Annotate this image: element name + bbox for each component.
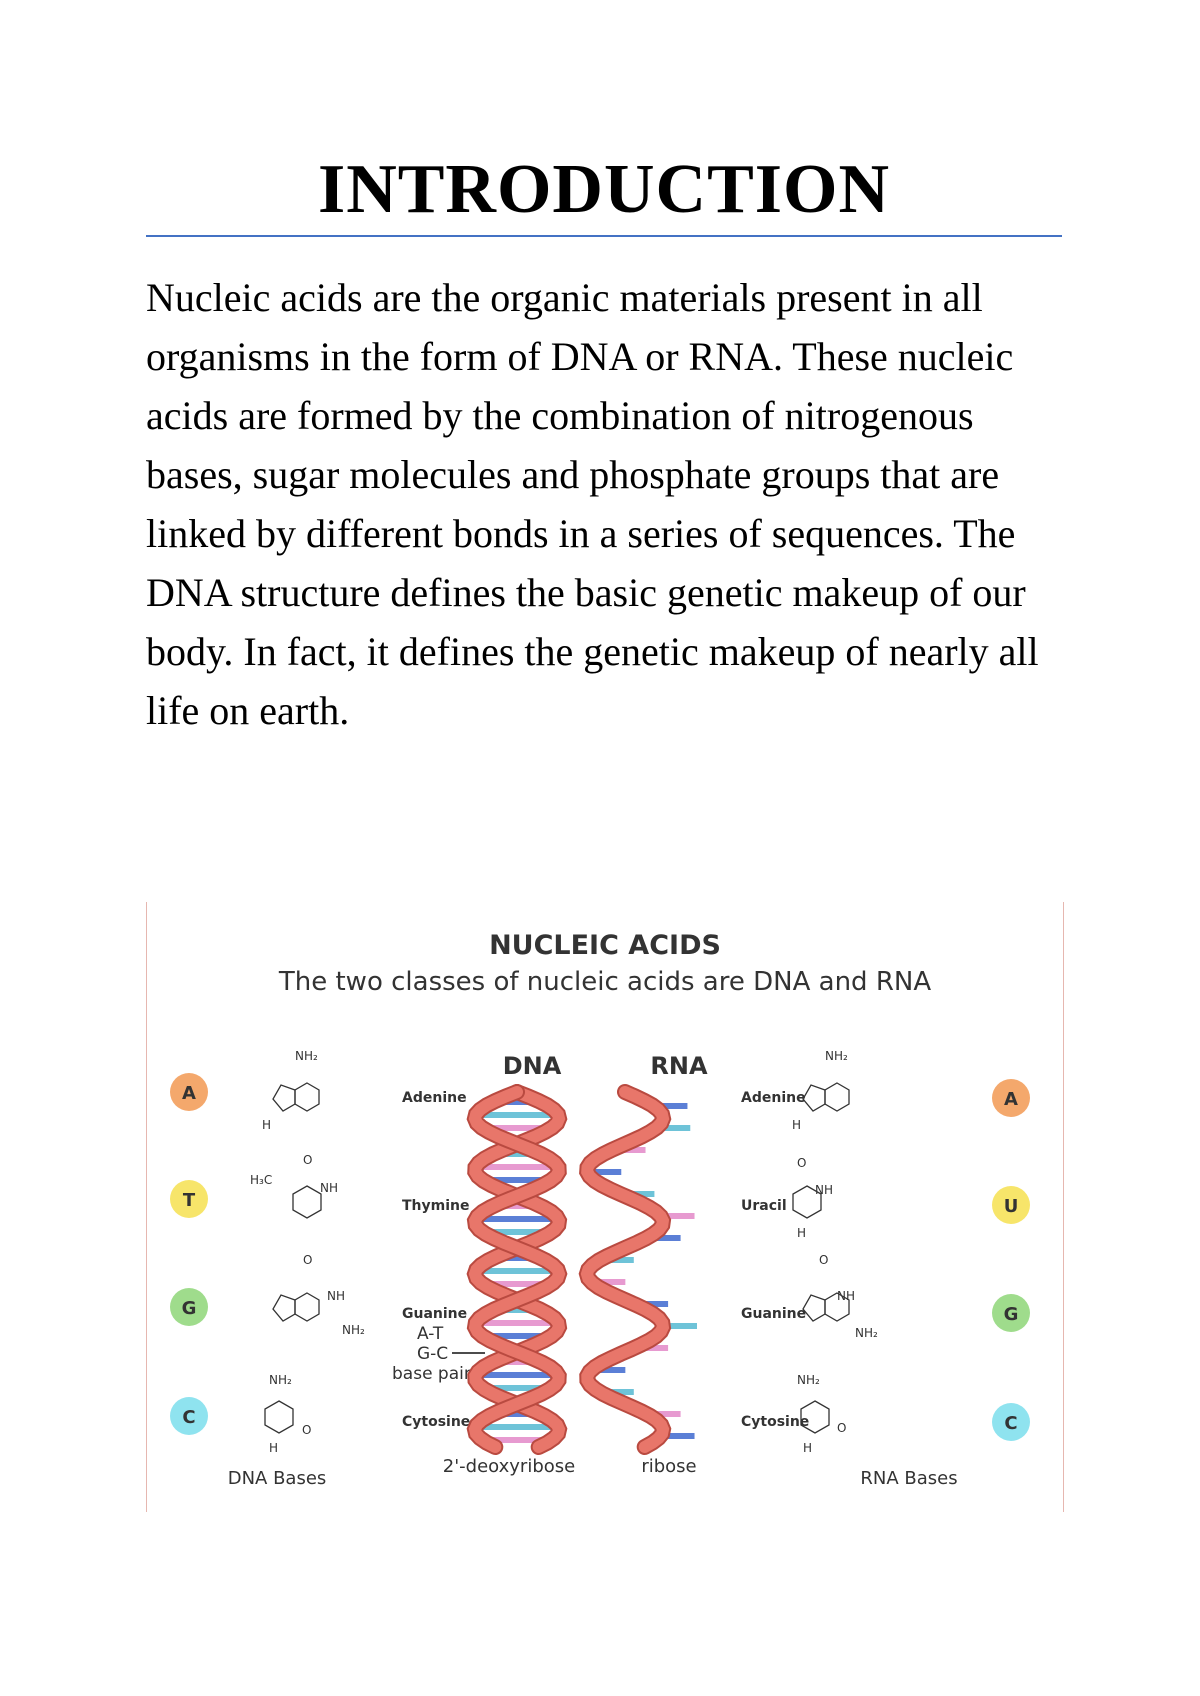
svg-text:NH: NH <box>815 1183 833 1197</box>
base-letter-a-rna: A <box>1004 1089 1018 1110</box>
base-letter-g-dna: G <box>181 1298 197 1319</box>
svg-text:NH₂: NH₂ <box>269 1373 292 1387</box>
rna-base-name-adenine: Adenine <box>741 1090 806 1106</box>
figure-title: NUCLEIC ACIDS <box>489 930 721 961</box>
rna-bases-caption: RNA Bases <box>860 1468 958 1489</box>
base-letter-c-rna: C <box>1004 1413 1018 1434</box>
dna-bases-caption: DNA Bases <box>227 1468 327 1489</box>
rna-single-strand <box>587 1092 697 1447</box>
dna-double-helix <box>475 1092 559 1447</box>
svg-text:O: O <box>302 1423 312 1437</box>
dna-base-structures <box>250 1049 365 1455</box>
svg-text:H₃C: H₃C <box>250 1173 273 1187</box>
nucleic-acids-figure <box>146 902 1064 1512</box>
svg-text:H: H <box>797 1226 807 1240</box>
base-pair-gc: G-C <box>417 1344 449 1364</box>
rna-base-structures <box>792 1049 878 1455</box>
svg-text:O: O <box>303 1153 313 1167</box>
base-letter-a-dna: A <box>182 1083 196 1104</box>
svg-text:NH₂: NH₂ <box>825 1049 848 1063</box>
rna-base-name-uracil: Uracil <box>741 1198 787 1214</box>
svg-text:NH₂: NH₂ <box>342 1323 365 1337</box>
svg-text:H: H <box>803 1441 813 1455</box>
svg-text:O: O <box>837 1421 847 1435</box>
dna-base-name-cytosine: Cytosine <box>402 1414 471 1430</box>
rna-label: RNA <box>650 1052 708 1080</box>
dna-base-circles <box>170 1073 208 1435</box>
dna-base-name-adenine: Adenine <box>402 1090 467 1106</box>
figure-subtitle: The two classes of nucleic acids are DNA and RNA <box>278 967 932 997</box>
svg-text:NH: NH <box>320 1181 338 1195</box>
rna-base-name-cytosine: Cytosine <box>741 1414 810 1430</box>
rna-base-circles <box>992 1079 1030 1441</box>
svg-text:NH: NH <box>837 1289 855 1303</box>
svg-text:H: H <box>269 1441 279 1455</box>
svg-text:O: O <box>797 1156 807 1170</box>
svg-text:NH: NH <box>327 1289 345 1303</box>
base-letter-g-rna: G <box>1003 1304 1019 1325</box>
title-divider <box>146 235 1062 237</box>
svg-text:H: H <box>262 1118 272 1132</box>
base-letter-t: T <box>182 1190 196 1211</box>
nucleic-acids-diagram <box>147 902 1063 1512</box>
rna-base-name-guanine: Guanine <box>741 1306 807 1322</box>
rna-sugar-label: ribose <box>641 1456 697 1477</box>
base-pair-at: A-T <box>417 1324 444 1344</box>
svg-text:NH₂: NH₂ <box>295 1049 318 1063</box>
dna-label: DNA <box>502 1052 562 1080</box>
base-pair-caption: base pair <box>392 1364 471 1384</box>
dna-base-name-thymine: Thymine <box>402 1198 470 1214</box>
base-letter-c-dna: C <box>182 1407 196 1428</box>
svg-text:O: O <box>819 1253 829 1267</box>
page-title: INTRODUCTION <box>317 151 891 228</box>
dna-sugar-label: 2'-deoxyribose <box>442 1456 576 1477</box>
intro-paragraph: Nucleic acids are the organic materials present in all organisms in the form of DNA or RNA. These nucleic acids are formed by the combination of nitrogenous bases, sugar molecules and phosphate groups that are linked by different bonds in a series of sequences. The DNA structure defines the basic genetic makeup of our body. In fact, it defines the genetic makeup of nearly all life on earth. <box>146 275 1039 733</box>
svg-text:NH₂: NH₂ <box>855 1326 878 1340</box>
dna-base-name-guanine: Guanine <box>402 1306 468 1322</box>
svg-text:NH₂: NH₂ <box>797 1373 820 1387</box>
svg-text:O: O <box>303 1253 313 1267</box>
svg-text:H: H <box>792 1118 802 1132</box>
base-letter-u: U <box>1003 1196 1019 1217</box>
